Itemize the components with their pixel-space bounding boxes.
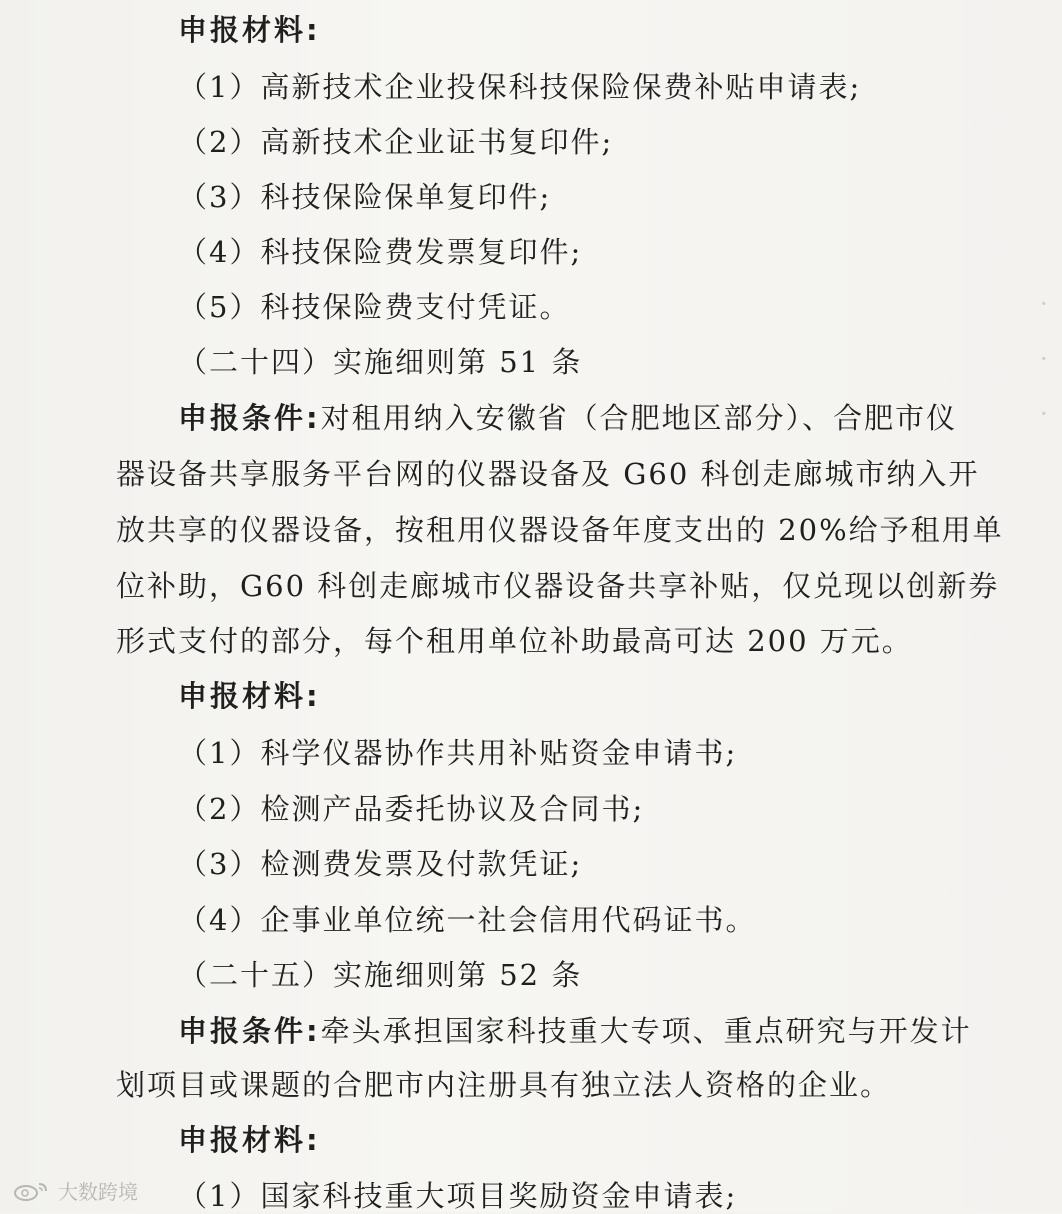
section-heading-24: （二十四）实施细则第 51 条	[178, 345, 583, 379]
conditions-line: 形式支付的部分，每个租用单位补助最高可达 200 万元。	[116, 624, 913, 658]
conditions-label: 申报条件:	[178, 1014, 321, 1048]
materials-item: （3）检测费发票及付款凭证;	[178, 847, 583, 881]
materials-item: （1）高新技术企业投保科技保险保费补贴申请表;	[178, 70, 862, 104]
materials-heading-2: 申报材料:	[178, 679, 321, 713]
conditions-line: 位补助，G60 科创走廊城市仪器设备共享补贴，仅兑现以创新券	[116, 569, 1000, 603]
materials-item: （5）科技保险费支付凭证。	[178, 290, 571, 324]
bleed-through-mark: ·	[1040, 400, 1048, 428]
conditions-paragraph-2	[178, 1013, 972, 1049]
bleed-through-mark: ·	[1040, 290, 1048, 318]
conditions-line: 放共享的仪器设备，按租用仪器设备年度支出的 20%给予租用单	[116, 513, 1004, 547]
watermark	[12, 1176, 138, 1205]
conditions-text: 牵头承担国家科技重大专项、重点研究与开发计	[320, 1014, 972, 1048]
conditions-text: 对租用纳入安徽省（合肥地区部分）、合肥市仪	[320, 401, 958, 435]
materials-item: （1）科学仪器协作共用补贴资金申请书;	[178, 736, 738, 770]
materials-item: （2）检测产品委托协议及合同书;	[178, 792, 645, 826]
conditions-paragraph-1	[178, 400, 957, 436]
watermark-text: 大数跨境	[58, 1180, 138, 1204]
materials-item: （3）科技保险保单复印件;	[178, 180, 552, 214]
materials-item: （4）企事业单位统一社会信用代码证书。	[178, 903, 757, 937]
materials-item: （1）国家科技重大项目奖励资金申请表;	[178, 1179, 738, 1213]
section-heading-25: （二十五）实施细则第 52 条	[178, 958, 583, 992]
materials-heading-1: 申报材料:	[178, 13, 321, 47]
weibo-logo-icon	[12, 1180, 52, 1202]
bleed-through-mark: ·	[1040, 345, 1048, 373]
conditions-label: 申报条件:	[178, 401, 321, 435]
materials-item: （4）科技保险费发票复印件;	[178, 235, 583, 269]
conditions-line: 器设备共享服务平台网的仪器设备及 G60 科创走廊城市纳入开	[116, 457, 980, 491]
conditions-line: 划项目或课题的合肥市内注册具有独立法人资格的企业。	[116, 1068, 892, 1102]
materials-heading-3: 申报材料:	[178, 1123, 321, 1157]
materials-item: （2）高新技术企业证书复印件;	[178, 125, 614, 159]
